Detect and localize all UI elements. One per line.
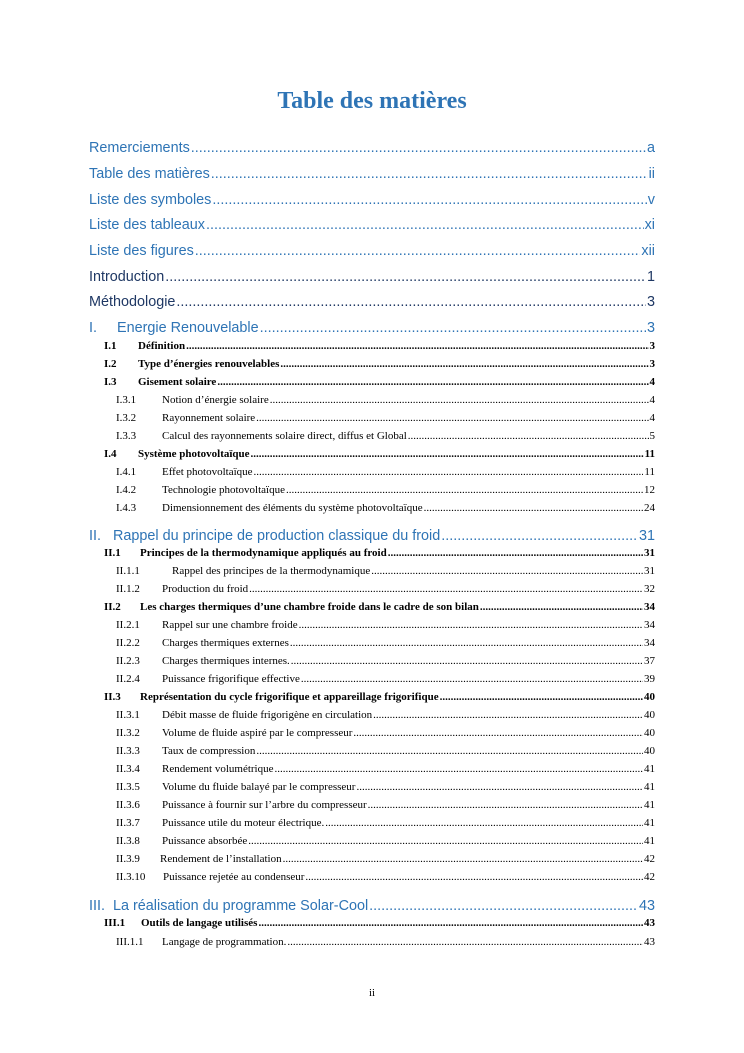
toc-number: I.3 bbox=[104, 376, 117, 388]
toc-page-number: 3 bbox=[649, 358, 655, 370]
toc-number: II.3.9 bbox=[116, 853, 140, 865]
toc-subsection-2-3-4[interactable] bbox=[116, 763, 655, 779]
toc-label: Volume du fluide balayé par le compresseur bbox=[162, 781, 356, 793]
toc-subsection-2-3-8[interactable] bbox=[116, 835, 655, 851]
dot-leader bbox=[254, 466, 644, 478]
toc-number: II.2.4 bbox=[116, 673, 140, 685]
toc-section-3-1[interactable] bbox=[104, 917, 655, 933]
toc-section-1-1[interactable] bbox=[104, 340, 655, 356]
toc-number: II.3.1 bbox=[116, 709, 140, 721]
toc-label: Liste des tableaux bbox=[89, 217, 206, 233]
toc-section-1-3[interactable] bbox=[104, 376, 655, 392]
toc-number: II.3.6 bbox=[116, 799, 140, 811]
toc-entry-liste-tableaux[interactable] bbox=[89, 217, 655, 237]
dot-leader bbox=[249, 583, 643, 595]
toc-number: II.1.2 bbox=[116, 583, 140, 595]
dot-leader bbox=[286, 484, 643, 496]
dot-leader bbox=[186, 340, 648, 352]
toc-subsection-1-3-1[interactable] bbox=[116, 394, 655, 410]
toc-label: Technologie photovoltaïque bbox=[162, 484, 285, 496]
toc-subsection-2-3-2[interactable] bbox=[116, 727, 655, 743]
toc-page-number: 4 bbox=[649, 394, 655, 406]
toc-section-2-3[interactable] bbox=[104, 691, 655, 707]
toc-page-number: 42 bbox=[644, 871, 655, 883]
toc-number: II.2.1 bbox=[116, 619, 140, 631]
toc-subsection-2-2-1[interactable] bbox=[116, 619, 655, 635]
dot-leader bbox=[356, 781, 643, 793]
toc-label: Taux de compression bbox=[162, 745, 256, 757]
toc-page-number: 34 bbox=[644, 619, 655, 631]
toc-label: Les charges thermiques d’une chambre froide dans le cadre de son bilan bbox=[140, 601, 479, 613]
toc-page-number: 32 bbox=[644, 583, 655, 595]
toc-page-number: 11 bbox=[644, 466, 655, 478]
toc-page-number: 12 bbox=[644, 484, 655, 496]
toc-subsection-1-4-3[interactable] bbox=[116, 502, 655, 518]
toc-page-number: v bbox=[647, 192, 655, 208]
toc-page-number: 34 bbox=[644, 601, 655, 613]
toc-chapter-3[interactable] bbox=[89, 898, 655, 918]
toc-number: II.2.3 bbox=[116, 655, 140, 667]
dot-leader bbox=[206, 217, 644, 233]
toc-number: III.1 bbox=[104, 917, 126, 929]
dot-leader bbox=[256, 412, 648, 424]
toc-number: II.2.2 bbox=[116, 637, 140, 649]
toc-label: Effet photovoltaïque bbox=[162, 466, 253, 478]
toc-subsection-1-3-3[interactable] bbox=[116, 430, 655, 446]
dot-leader bbox=[480, 601, 643, 613]
toc-page-number: xi bbox=[644, 217, 655, 233]
toc-subsection-1-3-2[interactable] bbox=[116, 412, 655, 428]
toc-label: Rappel sur une chambre froide bbox=[162, 619, 298, 631]
toc-label: Puissance à fournir sur l’arbre du compresseur bbox=[162, 799, 367, 811]
toc-subsection-2-3-7[interactable] bbox=[116, 817, 655, 833]
dot-leader bbox=[256, 745, 643, 757]
toc-label: Puissance rejetée au condenseur bbox=[163, 871, 305, 883]
toc-number: I.4.3 bbox=[116, 502, 137, 514]
toc-label: Puissance utile du moteur électrique. bbox=[162, 817, 325, 829]
toc-label: Liste des symboles bbox=[89, 192, 212, 208]
toc-subsection-2-3-3[interactable] bbox=[116, 745, 655, 761]
toc-number: I.4.2 bbox=[116, 484, 137, 496]
toc-label: La réalisation du programme Solar-Cool bbox=[113, 898, 369, 914]
toc-section-1-2[interactable] bbox=[104, 358, 655, 374]
toc-number: I.3.2 bbox=[116, 412, 137, 424]
toc-section-2-1[interactable] bbox=[104, 547, 655, 563]
toc-subsection-2-3-6[interactable] bbox=[116, 799, 655, 815]
toc-label: Remerciements bbox=[89, 140, 190, 156]
toc-number: II.3 bbox=[104, 691, 121, 703]
toc-number: I. bbox=[89, 320, 97, 336]
toc-label: Rendement volumétrique bbox=[162, 763, 274, 775]
toc-page-number: 37 bbox=[644, 655, 655, 667]
toc-subsection-1-4-1[interactable] bbox=[116, 466, 655, 482]
dot-leader bbox=[373, 709, 643, 721]
toc-label: Type d’énergies renouvelables bbox=[138, 358, 280, 370]
dot-leader bbox=[290, 637, 643, 649]
toc-number: I.3.1 bbox=[116, 394, 137, 406]
toc-number: I.4.1 bbox=[116, 466, 137, 478]
dot-leader bbox=[325, 817, 643, 829]
page-title: Table des matières bbox=[277, 88, 467, 114]
toc-page-number: 41 bbox=[644, 799, 655, 811]
dot-leader bbox=[248, 835, 643, 847]
toc-label: Calcul des rayonnements solaire direct, diffus et Global bbox=[162, 430, 407, 442]
toc-number: II.3.4 bbox=[116, 763, 140, 775]
toc-page-number: 4 bbox=[649, 376, 655, 388]
dot-leader bbox=[176, 294, 646, 310]
toc-entry-table-des-matieres[interactable] bbox=[89, 166, 655, 186]
toc-page-number: 43 bbox=[644, 936, 655, 948]
toc-entry-introduction[interactable] bbox=[89, 269, 655, 289]
dot-leader bbox=[305, 871, 643, 883]
toc-number: II. bbox=[89, 528, 101, 544]
toc-label: Représentation du cycle frigorifique et appareillage frigorifique bbox=[140, 691, 439, 703]
toc-subsection-2-3-10[interactable] bbox=[116, 871, 655, 887]
toc-number: I.3.3 bbox=[116, 430, 137, 442]
toc-number: II.3.5 bbox=[116, 781, 140, 793]
toc-page-number: 3 bbox=[649, 340, 655, 352]
toc-entry-remerciements[interactable] bbox=[89, 140, 655, 160]
toc-page-number: 40 bbox=[644, 745, 655, 757]
dot-leader bbox=[291, 655, 643, 667]
toc-page-number: 41 bbox=[644, 763, 655, 775]
dot-leader bbox=[440, 691, 643, 703]
toc-number: II.1 bbox=[104, 547, 121, 559]
toc-number: III. bbox=[89, 898, 105, 914]
dot-leader bbox=[195, 243, 641, 259]
toc-number: II.3.2 bbox=[116, 727, 140, 739]
toc-number: II.3.7 bbox=[116, 817, 140, 829]
toc-label: Définition bbox=[138, 340, 186, 352]
toc-entry-liste-figures[interactable] bbox=[89, 243, 655, 263]
dot-leader bbox=[280, 358, 648, 370]
toc-label: Système photovoltaïque bbox=[138, 448, 250, 460]
toc-page-number: ii bbox=[648, 166, 655, 182]
dot-leader bbox=[299, 619, 643, 631]
toc-number: II.2 bbox=[104, 601, 121, 613]
dot-leader bbox=[371, 565, 643, 577]
toc-page-number: 3 bbox=[646, 294, 655, 310]
toc-subsection-2-2-4[interactable] bbox=[116, 673, 655, 689]
dot-leader bbox=[388, 547, 643, 559]
toc-entry-methodologie[interactable] bbox=[89, 294, 655, 314]
toc-page-number: 24 bbox=[644, 502, 655, 514]
toc-page-number: 40 bbox=[644, 709, 655, 721]
toc-page-number: 40 bbox=[644, 727, 655, 739]
toc-entry-liste-symboles[interactable] bbox=[89, 192, 655, 212]
toc-label: Gisement solaire bbox=[138, 376, 217, 388]
toc-label: Introduction bbox=[89, 269, 165, 285]
dot-leader bbox=[217, 376, 648, 388]
dot-leader bbox=[191, 140, 646, 156]
toc-label: Dimensionnement des éléments du système photovoltaïque bbox=[162, 502, 423, 514]
toc-label: Production du froid bbox=[162, 583, 249, 595]
toc-subsection-3-1-1[interactable] bbox=[116, 936, 655, 952]
toc-subsection-2-1-1[interactable] bbox=[116, 565, 655, 581]
toc-page-number: 40 bbox=[644, 691, 655, 703]
toc-page-number: 11 bbox=[644, 448, 655, 460]
toc-label: Rappel du principe de production classique du froid bbox=[113, 528, 441, 544]
page-number-footer: ii bbox=[368, 987, 376, 999]
dot-leader bbox=[408, 430, 649, 442]
toc-label: Liste des figures bbox=[89, 243, 194, 259]
toc-page-number: 5 bbox=[649, 430, 655, 442]
toc-page-number: 4 bbox=[649, 412, 655, 424]
toc-label: Volume de fluide aspiré par le compresseur bbox=[162, 727, 353, 739]
toc-label: Charges thermiques internes. bbox=[162, 655, 290, 667]
dot-leader bbox=[275, 763, 644, 775]
toc-page-number: 31 bbox=[644, 565, 655, 577]
toc-page-number: 1 bbox=[646, 269, 655, 285]
toc-page-number: 31 bbox=[644, 547, 655, 559]
toc-label: Langage de programmation. bbox=[162, 936, 287, 948]
dot-leader bbox=[212, 192, 646, 208]
dot-leader bbox=[260, 320, 646, 336]
toc-label: Rayonnement solaire bbox=[162, 412, 256, 424]
toc-label: Méthodologie bbox=[89, 294, 176, 310]
toc-label: Principes de la thermodynamique appliqués au froid bbox=[140, 547, 387, 559]
toc-page-number: 3 bbox=[646, 320, 655, 336]
dot-leader bbox=[441, 528, 638, 544]
toc-page-number: 41 bbox=[644, 781, 655, 793]
toc-section-1-4[interactable] bbox=[104, 448, 655, 464]
dot-leader bbox=[270, 394, 649, 406]
toc-label: Débit masse de fluide frigorigène en circulation bbox=[162, 709, 373, 721]
toc-number: II.3.3 bbox=[116, 745, 140, 757]
toc-section-2-2[interactable] bbox=[104, 601, 655, 617]
toc-page-number: 39 bbox=[644, 673, 655, 685]
toc-subsection-2-1-2[interactable] bbox=[116, 583, 655, 599]
toc-subsection-2-3-5[interactable] bbox=[116, 781, 655, 797]
dot-leader bbox=[368, 799, 643, 811]
toc-number: II.1.1 bbox=[116, 565, 140, 577]
toc-page-number: 34 bbox=[644, 637, 655, 649]
toc-chapter-2[interactable] bbox=[89, 528, 655, 548]
toc-page-number: 41 bbox=[644, 817, 655, 829]
toc-page-number: 31 bbox=[638, 528, 655, 544]
toc-page-number: xii bbox=[641, 243, 655, 259]
toc-page-number: 42 bbox=[644, 853, 655, 865]
dot-leader bbox=[353, 727, 643, 739]
toc-page-number: 43 bbox=[644, 917, 655, 929]
toc-number: II.3.8 bbox=[116, 835, 140, 847]
toc-number: I.2 bbox=[104, 358, 117, 370]
toc-label: Table des matières bbox=[89, 166, 210, 182]
dot-leader bbox=[424, 502, 643, 514]
dot-leader bbox=[258, 917, 643, 929]
toc-chapter-1[interactable] bbox=[89, 320, 655, 340]
toc-number: I.1 bbox=[104, 340, 117, 352]
toc-label: Notion d’énergie solaire bbox=[162, 394, 269, 406]
dot-leader bbox=[165, 269, 646, 285]
toc-label: Rendement de l’installation bbox=[160, 853, 282, 865]
toc-subsection-2-3-1[interactable] bbox=[116, 709, 655, 725]
toc-label: Puissance frigorifique effective bbox=[162, 673, 300, 685]
toc-label: Rappel des principes de la thermodynamique bbox=[172, 565, 371, 577]
dot-leader bbox=[369, 898, 638, 914]
toc-page-number: 43 bbox=[638, 898, 655, 914]
toc-label: Energie Renouvelable bbox=[117, 320, 259, 336]
toc-subsection-1-4-2[interactable] bbox=[116, 484, 655, 500]
toc-page-number: 41 bbox=[644, 835, 655, 847]
toc-number: III.1.1 bbox=[116, 936, 144, 948]
toc-page-number: a bbox=[646, 140, 655, 156]
dot-leader bbox=[287, 936, 643, 948]
toc-label: Puissance absorbée bbox=[162, 835, 248, 847]
toc-number: II.3.10 bbox=[116, 871, 146, 883]
dot-leader bbox=[283, 853, 643, 865]
toc-subsection-2-2-2[interactable] bbox=[116, 637, 655, 653]
toc-subsection-2-2-3[interactable] bbox=[116, 655, 655, 671]
dot-leader bbox=[211, 166, 648, 182]
toc-number: I.4 bbox=[104, 448, 117, 460]
toc-label: Outils de langage utilisés bbox=[141, 917, 258, 929]
toc-subsection-2-3-9[interactable] bbox=[116, 853, 655, 869]
dot-leader bbox=[251, 448, 644, 460]
dot-leader bbox=[301, 673, 643, 685]
toc-label: Charges thermiques externes bbox=[162, 637, 289, 649]
